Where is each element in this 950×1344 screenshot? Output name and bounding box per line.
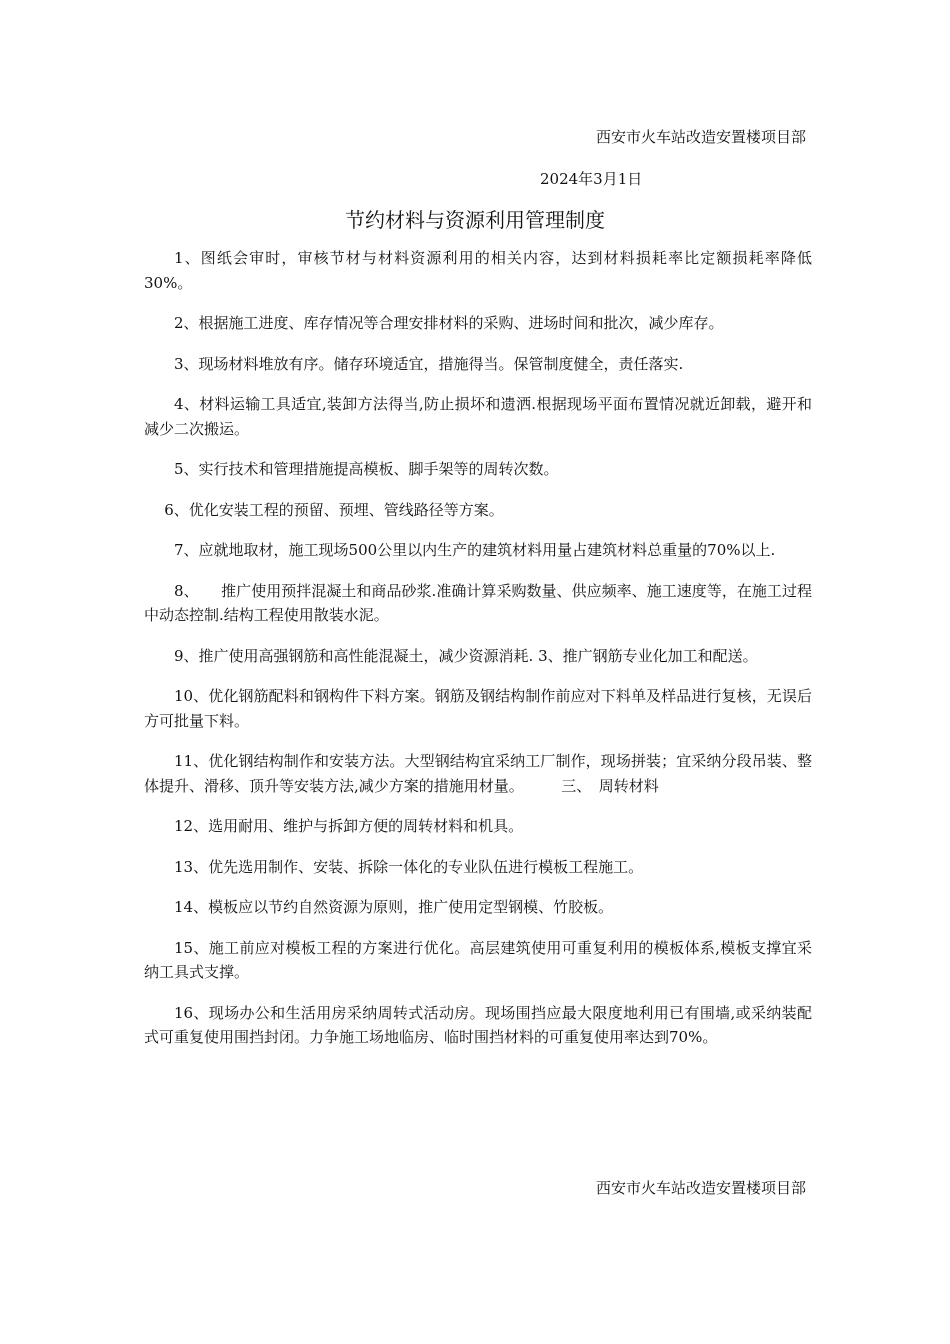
header-date: 2024年3月1日: [540, 170, 643, 188]
paragraph-6: 6、优化安装工程的预留、预埋、管线路径等方案。: [164, 500, 504, 519]
paragraph-1: 1、图纸会审时，审核节材与材料资源利用的相关内容，达到材料损耗率比定额损耗率降低30%。: [144, 249, 812, 292]
document-body: [144, 246, 812, 1066]
paragraph-9: 9、推广使用高强钢筋和高性能混凝土，减少资源消耗. 3、推广钢筋专业化加工和配送。: [174, 646, 758, 665]
header-organization: 西安市火车站改造安置楼项目部: [595, 128, 806, 146]
paragraph-2: 2、根据施工进度、库存情况等合理安排材料的采购、进场时间和批次，减少库存。: [174, 314, 724, 332]
paragraph-4: 4、材料运输工具适宜,装卸方法得当,防止损坏和遗洒.根据现场平面布置情况就近卸载，避开和减少二次搬运。: [144, 395, 812, 438]
paragraph-5: 5、实行技术和管理措施提高模板、脚手架等的周转次数。: [174, 460, 559, 478]
paragraph-13: 13、优先选用制作、安装、拆除一体化的专业队伍进行模板工程施工。: [174, 857, 644, 876]
paragraph-14: 14、模板应以节约自然资源为原则，推广使用定型钢模、竹胶板。: [174, 898, 614, 916]
footer-organization: 西安市火车站改造安置楼项目部: [595, 1179, 806, 1197]
paragraph-8: 8、 推广使用预拌混凝土和商品砂浆.准确计算采购数量、供应频率、施工速度等，在施工过程中动态控制.结构工程使用散装水泥。: [144, 581, 812, 624]
paragraph-7: 7、应就地取材，施工现场500公里以内生产的建筑材料用量占建筑材料总重量的70%以上.: [174, 541, 776, 559]
paragraph-11: 11、优化钢结构制作和安装方法。大型钢结构宜采纳工厂制作，现场拼装；宜采纳分段吊装、整体提升、滑移、顶升等安装方法,减少方案的措施用材量。 三、 周转材料: [144, 752, 812, 795]
paragraph-3: 3、现场材料堆放有序。储存环境适宜，措施得当。保管制度健全，责任落实.: [174, 354, 684, 373]
paragraph-10: 10、优化钢筋配料和钢构件下料方案。钢筋及钢结构制作前应对下料单及样品进行复核，无误后方可批量下料。: [144, 687, 812, 730]
document-title: 节约材料与资源利用管理制度: [345, 208, 605, 232]
paragraph-12: 12、选用耐用、维护与拆卸方便的周转材料和机具。: [174, 817, 524, 835]
paragraph-15: 15、施工前应对模板工程的方案进行优化。高层建筑使用可重复利用的模板体系,模板支撑宜采纳工具式支撑。: [144, 938, 812, 981]
paragraph-16: 16、现场办公和生活用房采纳周转式活动房。现场围挡应最大限度地利用已有围墙,或采纳装配式可重复使用围挡封闭。力争施工场地临房、临时围挡材料的可重复使用率达到70%。: [144, 1003, 812, 1046]
